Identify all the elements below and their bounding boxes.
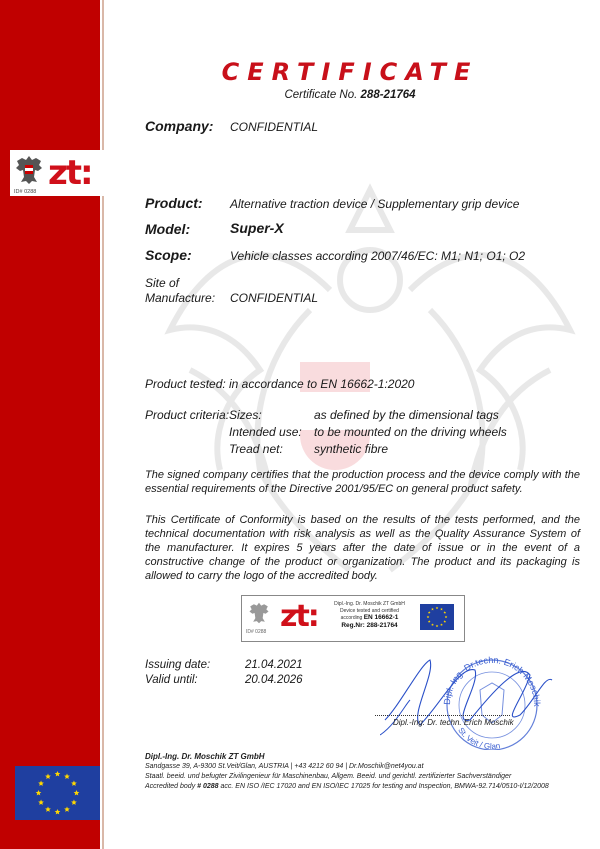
- site-label-1: Site of: [145, 276, 180, 290]
- criteria-tread-label: Tread net:: [229, 442, 283, 456]
- product-label: Product:: [145, 195, 203, 211]
- criteria-use-value: to be mounted on the driving wheels: [314, 425, 507, 439]
- eu-star-icon: [443, 620, 446, 623]
- criteria-tread-value: synthetic fibre: [314, 442, 389, 456]
- conformity-paragraph: This Certificate of Conformity is based on the results of the tests performed, and the technical documentation with risk analysis as well as the Quality Assurance System of the manufacturer. It expires 5 years after the date of issue or in the event of a constructive change of the product or organization. The product and its packaging is allowed to carry the logo of the accredited body.: [145, 514, 580, 582]
- criteria-sizes-label: Sizes:: [229, 408, 262, 422]
- signature-line: [375, 715, 510, 716]
- criteria-use-label: Intended use:: [229, 425, 302, 439]
- stamp-bottom-text: St. Veit / Glan: [456, 725, 501, 750]
- compliance-paragraph: The signed company certifies that the production process and the device comply with the essential requirements of the Directive 2001/95/EC on general product safety.: [145, 469, 580, 495]
- footer-accreditation: [145, 782, 549, 792]
- acc-line1: Dipl.-Ing. Dr. Moschik ZT GmbH: [334, 601, 405, 607]
- eu-star-icon: [45, 774, 51, 779]
- eu-star-icon: [38, 781, 44, 786]
- site-label-2: Manufacture:: [145, 291, 216, 305]
- stamp-top-text: Dipl.-Ing. Dr.techn. Erich Moschik: [441, 654, 543, 707]
- footer-acc-pre: Accredited body: [145, 783, 198, 790]
- zt-logo: [10, 150, 112, 196]
- accreditation-logo: [241, 595, 465, 642]
- footer-company: Dipl.-Ing. Dr. Moschik ZT GmbH: [145, 752, 265, 761]
- criteria-label: Product criteria:: [145, 408, 230, 422]
- footer-acc-id: # 0288: [197, 783, 219, 790]
- eu-star-icon: [74, 790, 80, 795]
- logo-id: ID# 0288: [14, 189, 37, 195]
- eu-star-icon: [71, 800, 77, 805]
- cert-no-label: Certificate No.: [284, 89, 358, 101]
- tested-value: in accordance to EN 16662-1:2020: [229, 377, 415, 391]
- eu-star-icon: [431, 608, 434, 611]
- signatory-name: Dipl.-Ing. Dr. techn. Erich Moschik: [393, 718, 514, 727]
- mini-eagle-icon: [248, 600, 270, 626]
- model-label-text: Model:: [145, 221, 191, 237]
- red-side-stripe: [0, 0, 100, 849]
- stripe-divider: [102, 0, 104, 849]
- eu-flag-icon: [15, 766, 100, 820]
- company-label: Company:: [145, 118, 214, 134]
- acc-according: according: [340, 615, 363, 621]
- eu-star-icon: [64, 774, 70, 779]
- signature-stamp: [380, 645, 555, 750]
- footer-acc-post: acc. EN ISO /IEC 17020 and EN ISO/IEC 17025 for testing and Inspection, BMWA-92.714/0510-I/12/2008: [218, 783, 549, 790]
- eu-star-icon: [36, 790, 42, 795]
- mini-eu-flag-icon: [420, 604, 454, 630]
- eu-star-icon: [443, 611, 446, 614]
- footer-qualification: Staatl. beeid. und befugter Zivilingenieur für Maschinenbau, Allgem. Beeid. und gerichtl. zertifizierter Sachverständiger: [145, 773, 512, 780]
- eu-star-icon: [71, 781, 77, 786]
- cert-no-value: 288-21764: [360, 89, 416, 101]
- eu-star-icon: [436, 625, 439, 628]
- acc-line2: Device tested and certified: [340, 607, 399, 614]
- certificate-title: CERTIFICATE: [221, 58, 479, 86]
- svg-text:Dipl.-Ing. Dr.techn. Erich Mos: [442, 655, 542, 707]
- valid-until-value: 20.04.2026: [245, 674, 303, 686]
- scope-label: Scope:: [145, 247, 192, 263]
- mini-logo-id: ID# 0288: [246, 629, 267, 635]
- certificate-number: [100, 89, 600, 101]
- eu-star-icon: [445, 616, 448, 619]
- issuing-date-value: 21.04.2021: [245, 659, 303, 671]
- eu-star-icon: [55, 809, 61, 814]
- eu-star-icon: [38, 800, 44, 805]
- valid-until-label: Valid until:: [145, 674, 198, 686]
- scope-value: Vehicle classes according 2007/46/EC: M1; N1; O1; O2: [230, 249, 526, 263]
- eu-star-icon: [428, 611, 431, 614]
- product-value: Alternative traction device / Supplementary grip device: [230, 197, 520, 211]
- eu-star-icon: [64, 806, 70, 811]
- austrian-eagle-icon: [14, 153, 44, 193]
- eu-star-icon: [436, 607, 439, 610]
- eu-star-icon: [428, 620, 431, 623]
- site-value: CONFIDENTIAL: [230, 291, 319, 305]
- footer: [145, 752, 549, 792]
- zt-logo-text: zt:: [48, 153, 92, 193]
- acc-standard: EN 16662-1: [363, 614, 399, 621]
- mini-zt-text: zt:: [280, 599, 318, 634]
- eu-star-icon: [45, 806, 51, 811]
- eu-star-icon: [440, 608, 443, 611]
- eu-star-icon: [431, 623, 434, 626]
- company-value: CONFIDENTIAL: [230, 120, 319, 134]
- issuing-date-label: Issuing date:: [145, 659, 211, 671]
- model-label: [145, 221, 190, 237]
- eu-star-icon: [55, 771, 61, 776]
- acc-reg: Reg.Nr: 288-21764: [341, 622, 398, 629]
- criteria-sizes-value: as defined by the dimensional tags: [314, 408, 499, 422]
- model-value: Super-X: [230, 220, 284, 236]
- tested-label: Product tested:: [145, 377, 226, 391]
- footer-address: Sandgasse 39, A-9300 St.Veit/Glan, AUSTRIA | +43 4212 60 94 | Dr.Moschik@net4you.at: [145, 763, 424, 770]
- acc-line3: [332, 614, 407, 622]
- eu-star-icon: [427, 616, 430, 619]
- accreditation-text: [332, 601, 407, 630]
- eu-star-icon: [440, 623, 443, 626]
